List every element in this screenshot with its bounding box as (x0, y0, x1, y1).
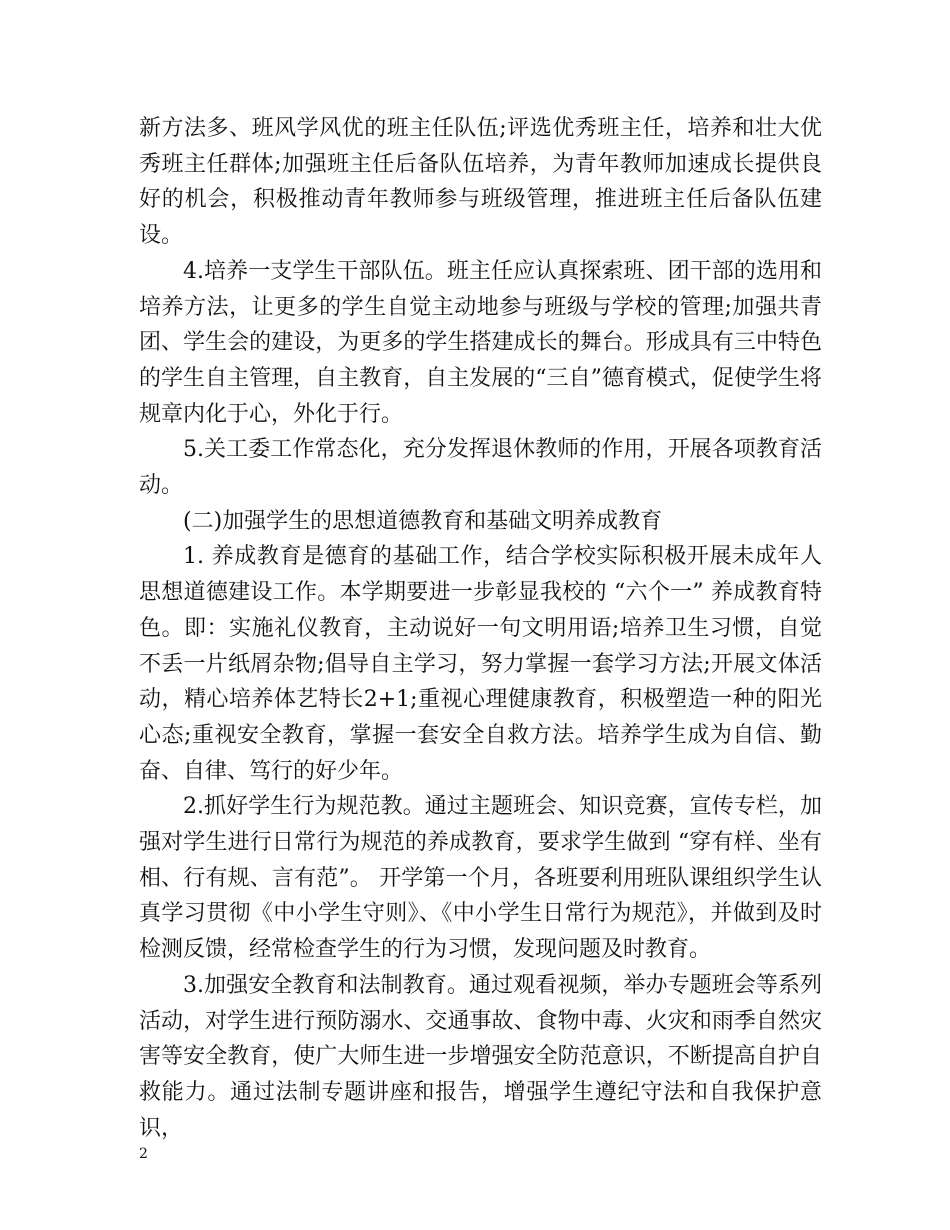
page-number: 2 (139, 1146, 148, 1162)
paragraph-continuation: 新方法多、班风学风优的班主任队伍;评选优秀班主任，培养和壮大优秀班主任群体;加强班主任后备队伍培养，为青年教师加速成长提供良好的机会，积极推动青年教师参与班级管理，推进班主任后备队伍建设。 (139, 116, 822, 249)
paragraph-item-3: 3.加强安全教育和法制教育。通过观看视频，举办专题班会等系列活动，对学生进行预防溺水、交通事故、食物中毒、火灾和雨季自然灾害等安全教育，使广大师生进一步增强安全防范意识，不断提高自护自救能力。通过法制专题讲座和报告，增强学生遵纪守法和自我保护意识， (139, 972, 822, 1141)
paragraph-item-4: 4.培养一支学生干部队伍。班主任应认真探索班、团干部的选用和培养方法，让更多的学生自觉主动地参与班级与学校的管理;加强共青团、学生会的建设，为更多的学生搭建成长的舞台。形成具有三中特色的学生自主管理，自主教育，自主发展的“三自”德育模式，促使学生将规章内化于心，外化于行。 (139, 258, 822, 427)
section-heading: (二)加强学生的思想道德教育和基础文明养成教育 (183, 508, 663, 534)
document-body (139, 111, 822, 1146)
paragraph-item-5: 5.关工委工作常态化，充分发挥退休教师的作用，开展各项教育活动。 (139, 437, 822, 499)
paragraph-item-1: 1. 养成教育是德育的基础工作，结合学校实际积极开展未成年人思想道德建设工作。本学期要进一步彰显我校的 “六个一” 养成教育特色。即：实施礼仪教育，主动说好一句文明用语;培养卫生习惯，自觉不丢一片纸屑杂物;倡导自主学习，努力掌握一套学习方法;开展文体活动，精心培养体艺特长2+1;重视心理健康教育，积极塑造一种的阳光心态;重视安全教育，掌握一套安全自救方法。培养学生成为自信、勤奋、自律、笃行的好少年。 (139, 544, 822, 784)
paragraph-item-2: 2.抓好学生行为规范教。通过主题班会、知识竞赛，宣传专栏，加强对学生进行日常行为规范的养成教育，要求学生做到 “穿有样、坐有相、行有规、言有范”。 开学第一个月，各班要利用班队课组织学生认真学习贯彻《中小学生守则》、《中小学生日常行为规范》，并做到及时检测反馈，经常检查学生的行为习惯，发现问题及时教育。 (139, 794, 822, 963)
